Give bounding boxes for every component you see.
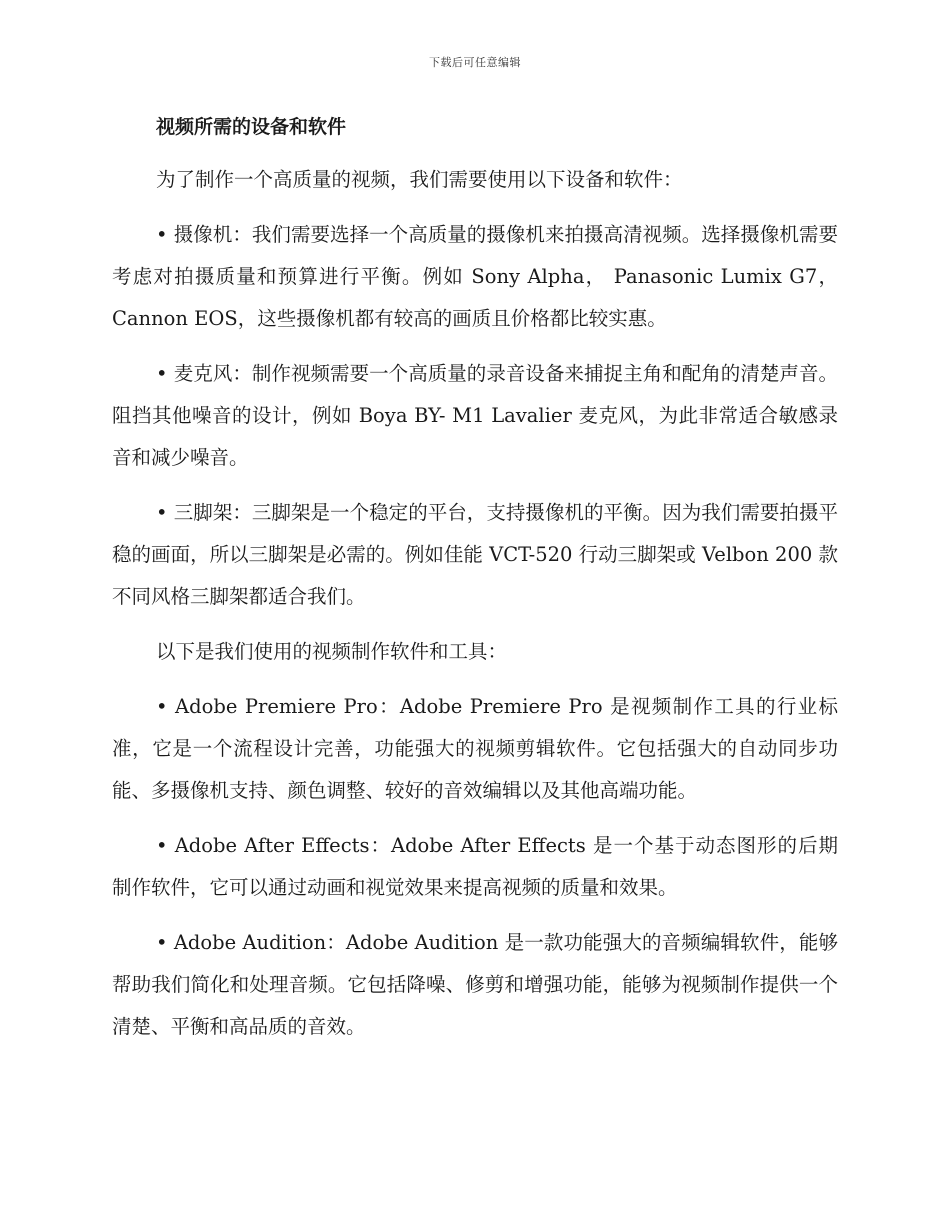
- page-header: 下载后可任意编辑: [429, 56, 521, 69]
- intro-paragraph: 为了制作一个高质量的视频，我们需要使用以下设备和软件：: [156, 168, 683, 191]
- after-effects-paragraph: • Adobe After Effects：Adobe After Effects 是一个基于动态图形的后期制作软件，它可以通过动画和视觉效果来提高视频的质量和效果。: [112, 834, 838, 899]
- microphone-paragraph: • 麦克风：制作视频需要一个高质量的录音设备来捕捉主角和配角的清楚声音。阻挡其他噪音的设计，例如 Boya BY- M1 Lavalier 麦克风，为此非常适合敏感录音和减少噪音。: [112, 362, 838, 469]
- premiere-paragraph: • Adobe Premiere Pro：Adobe Premiere Pro 是视频制作工具的行业标准，它是一个流程设计完善，功能强大的视频剪辑软件。它包括强大的自动同步功能、多摄像机支持、颜色调整、较好的音效编辑以及其他高端功能。: [112, 695, 838, 802]
- section-title: 视频所需的设备和软件: [156, 116, 347, 138]
- document-body: [112, 112, 838, 1061]
- camera-paragraph: • 摄像机：我们需要选择一个高质量的摄像机来拍摄高清视频。选择摄像机需要考虑对拍摄质量和预算进行平衡。例如 Sony Alpha， Panasonic Lumix G7，Cannon EOS，这些摄像机都有较高的画质且价格都比较实惠。: [112, 223, 838, 330]
- tripod-paragraph: • 三脚架：三脚架是一个稳定的平台，支持摄像机的平衡。因为我们需要拍摄平稳的画面，所以三脚架是必需的。例如佳能 VCT-520 行动三脚架或 Velbon 200 款不同风格三脚架都适合我们。: [112, 501, 838, 608]
- software-intro-paragraph: 以下是我们使用的视频制作软件和工具：: [156, 640, 508, 663]
- audition-paragraph: • Adobe Audition：Adobe Audition 是一款功能强大的音频编辑软件，能够帮助我们简化和处理音频。它包括降噪、修剪和增强功能，能够为视频制作提供一个清楚、平衡和高品质的音效。: [112, 931, 838, 1038]
